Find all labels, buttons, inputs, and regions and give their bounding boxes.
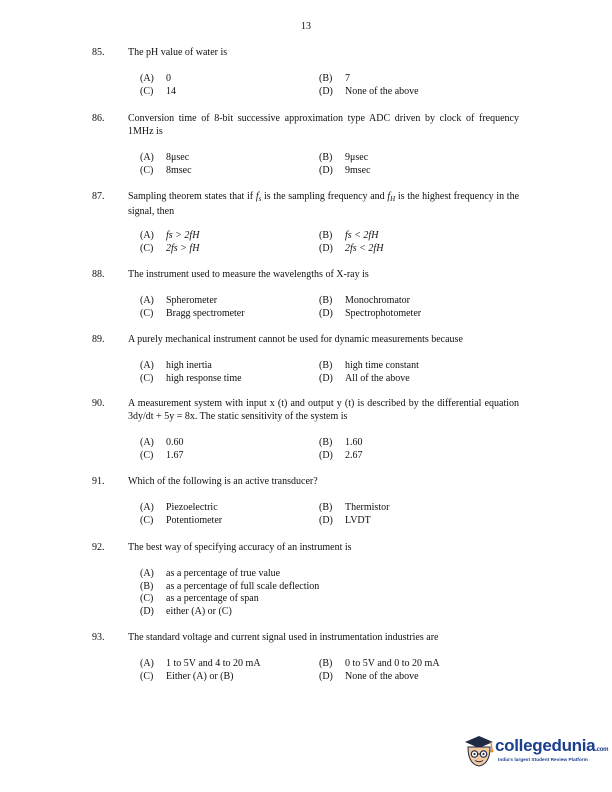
option-b: (B) high time constant <box>319 360 419 371</box>
graduate-mascot-icon <box>462 733 494 769</box>
question-text: The instrument used to measure the wavelengths of X-ray is <box>128 269 369 280</box>
option-d: (D) 2.67 <box>319 449 363 461</box>
logo-tagline: India's largest Student Review Platform <box>498 758 588 763</box>
logo-wordmark: collegedunia.com <box>495 736 609 755</box>
question-number: 90. <box>92 398 105 409</box>
option-d: (D) Spectrophotometer <box>319 307 422 319</box>
page-number: 13 <box>301 21 311 32</box>
option-a: (A) 8μsec <box>140 152 190 163</box>
option-d: (D) 9msec <box>319 164 371 176</box>
option-c: (C) 1.67 <box>140 449 184 461</box>
option-d: (D) All of the above <box>319 372 410 384</box>
question-text: Conversion time of 8-bit successive approximation type ADC driven by clock of frequency 1MHz is <box>128 113 519 137</box>
option-a: (A) 0 <box>140 73 171 84</box>
option-b: (B) Monochromator <box>319 295 410 306</box>
option-d: (D) LVDT <box>319 514 371 526</box>
option-a: (A) 1 to 5V and 4 to 20 mA <box>140 658 261 669</box>
option-c: (C) Potentiometer <box>140 514 223 526</box>
option-c: (C) 8msec <box>140 164 192 176</box>
options <box>140 360 520 385</box>
question-text: The standard voltage and current signal used in instrumentation industries are <box>128 632 439 643</box>
question-text: Sampling theorem states that if $f_s$ is the sampling frequency and $f_H$ is the highest frequency in the signal, then <box>128 191 520 217</box>
options <box>140 437 520 462</box>
question-number: 89. <box>92 334 105 345</box>
question-text: The pH value of water is <box>128 47 228 58</box>
option-c: (C) high response time <box>140 372 242 384</box>
option-b: (B) 1.60 <box>319 437 363 448</box>
question-text: A purely mechanical instrument cannot be used for dynamic measurements because <box>128 334 463 345</box>
question-number: 93. <box>92 632 105 643</box>
question-number: 92. <box>92 542 105 553</box>
options <box>140 502 520 527</box>
option-d: (D) None of the above <box>319 85 419 97</box>
option-d: (D) either (A) or (C) <box>140 605 232 617</box>
option-a: (A) as a percentage of true value <box>140 568 281 579</box>
option-b: (B) Thermistor <box>319 502 390 513</box>
option-c: (C) Bragg spectrometer <box>140 307 245 319</box>
option-c: (C) 2fs > fH <box>140 242 200 254</box>
options <box>140 230 520 255</box>
option-c: (C) Either (A) or (B) <box>140 670 234 682</box>
question-number: 86. <box>92 113 105 124</box>
option-b: (B) 7 <box>319 73 350 84</box>
option-a: (A) Spherometer <box>140 295 218 306</box>
options <box>140 295 520 320</box>
option-c: (C) 14 <box>140 85 176 97</box>
question-number: 85. <box>92 47 105 58</box>
option-c: (C) as a percentage of span <box>140 593 259 604</box>
question-text: The best way of specifying accuracy of an instrument is <box>128 542 352 553</box>
option-b: (B) 0 to 5V and 0 to 20 mA <box>319 658 440 669</box>
question-number: 87. <box>92 191 105 202</box>
options <box>140 73 520 98</box>
question-text: A measurement system with input x (t) and output y (t) is described by the differential equation 3dy/dt + 5y = 8x. The static sensitivity of the system is <box>128 398 519 422</box>
option-b: (B) as a percentage of full scale deflection <box>140 580 320 592</box>
options <box>140 152 520 177</box>
question-text: Which of the following is an active transducer? <box>128 476 318 487</box>
option-a: (A) 0.60 <box>140 437 184 448</box>
collegedunia-logo <box>462 731 609 771</box>
option-b: (B) 9μsec <box>319 152 369 163</box>
option-d: (D) 2fs < 2fH <box>319 242 384 254</box>
option-a: (A) fs > 2fH <box>140 230 200 241</box>
option-d: (D) None of the above <box>319 670 419 682</box>
options <box>140 658 520 683</box>
question-number: 88. <box>92 269 105 280</box>
option-a: (A) high inertia <box>140 360 212 371</box>
question-number: 91. <box>92 476 105 487</box>
option-b: (B) fs < 2fH <box>319 230 379 241</box>
options <box>140 568 520 618</box>
option-a: (A) Piezoelectric <box>140 502 218 513</box>
